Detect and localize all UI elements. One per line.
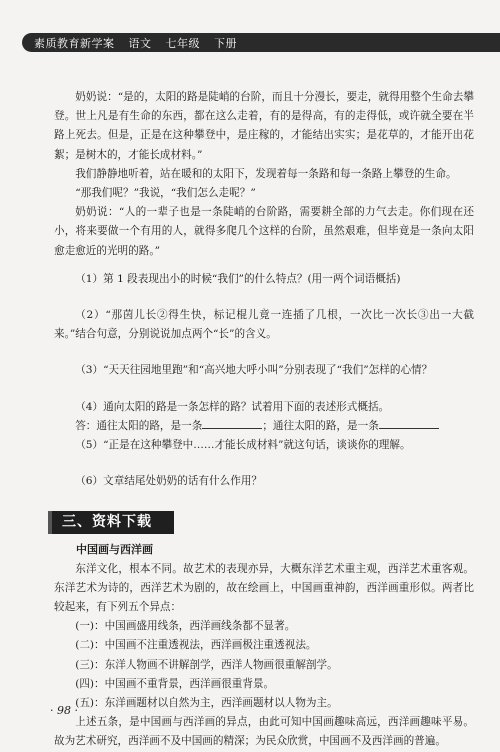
header-text bbox=[34, 35, 247, 51]
subject-label: 语文 bbox=[128, 37, 152, 50]
article-point-3: (三)：东洋人物画不讲解剖学，西洋人物画很重解剖学。 bbox=[75, 658, 338, 671]
article-point-5: (五)：东洋画题材以自然为主，西洋画题材以人物为主。 bbox=[75, 697, 338, 710]
article-intro: 东洋文化，根本不同。故艺术的表现亦异，大概东洋艺术重主观，西洋艺术重客观。东洋艺术为诗的，西洋艺术为剧的，故在绘画上，中国画重神韵，西洋画重形似。两者比较起来，有下列五个异点： bbox=[54, 562, 474, 614]
article-point-2: (二)：中国画不注重透视法，西洋画极注重透视法。 bbox=[75, 639, 317, 652]
volume-label: 下册 bbox=[214, 37, 237, 50]
page-content bbox=[54, 88, 474, 752]
answer-prefix-a: 答：通往太阳的路，是一条 bbox=[75, 419, 203, 432]
question-6: （6）文章结尾处奶奶的话有什么作用？ bbox=[75, 475, 263, 488]
question-3: （3）“天天往园地里跑”和“高兴地大呼小叫”分别表现了“我们”怎样的心情？ bbox=[75, 364, 433, 377]
passage-paragraph-4: 奶奶说：“人的一辈子也是一条陡峭的台阶路，需要耕全部的力气去走。你们现在还小，将来要做一个有用的人，就得多爬几个这样的台阶，虽然艰难，但毕竟是一条向太阳愈走愈近的光明的路。” bbox=[54, 206, 474, 257]
article-point-1: (一)：中国画盛用线条，西洋画线条都不显著。 bbox=[75, 620, 296, 633]
question-1: （1）第 1 段表现出小的时候“我们”的什么特点？(用一两个词语概括) bbox=[75, 272, 401, 285]
page-number: · 98 · bbox=[50, 704, 78, 717]
passage-paragraph-1: 奶奶说：“是的，太阳的路是陡峭的台阶，而且十分漫长，要走，就得用整个生命去攀登。世上凡是有生命的东西，都在这么走着，有的是得高，有的走得低，或许就全要在半路上死去。但是，正是在这种攀登中，是庄稼的，才能结出实实；是花草的，才能开出花絮；是树木的，才能长成材料。” bbox=[54, 91, 474, 161]
article-point-4: (四)：中国画不重背景，西洋画很重背景。 bbox=[75, 677, 275, 690]
question-2: （2）“那茵儿长②得生快，标记棍儿竟一连插了几根，一次比一次长③出一大截来。”结合句意，分别说说加点两个“长”的含义。 bbox=[54, 309, 474, 341]
question-4: （4）通向太阳的路是一条怎样的路？试着用下面的表述形式概括。 bbox=[75, 400, 390, 413]
answer-prefix-b: ；通往太阳的路，是一条 bbox=[262, 419, 379, 432]
answer-blank-1[interactable] bbox=[202, 417, 262, 429]
grade-label: 七年级 bbox=[165, 37, 200, 50]
section-heading: 三、资料下载 bbox=[48, 511, 174, 534]
answer-blank-2[interactable] bbox=[379, 417, 439, 429]
question-5: （5）“正是在这种攀登中……才能长成材料”就这句话，谈谈你的理解。 bbox=[75, 439, 411, 452]
page-header bbox=[0, 0, 500, 60]
passage-paragraph-2: 我们静静地听着，站在暖和的太阳下，发现着每一条路和每一条路上攀登的生命。 bbox=[75, 167, 457, 180]
article-conclusion: 上述五条，是中国画与西洋画的异点，由此可知中国画趣味高远，西洋画趣味平易。故为艺术研究，西洋画不及中国画的精深；为民众欣赏，中国画不及西洋画的普遍。 bbox=[54, 716, 474, 748]
article-title: 中国画与西洋画 bbox=[76, 543, 153, 557]
passage-paragraph-3: “那我们呢？”我说，“我们怎么走呢？” bbox=[75, 187, 256, 200]
question-4-answer bbox=[54, 417, 474, 436]
series-title: 素质教育新学案 bbox=[34, 37, 115, 50]
